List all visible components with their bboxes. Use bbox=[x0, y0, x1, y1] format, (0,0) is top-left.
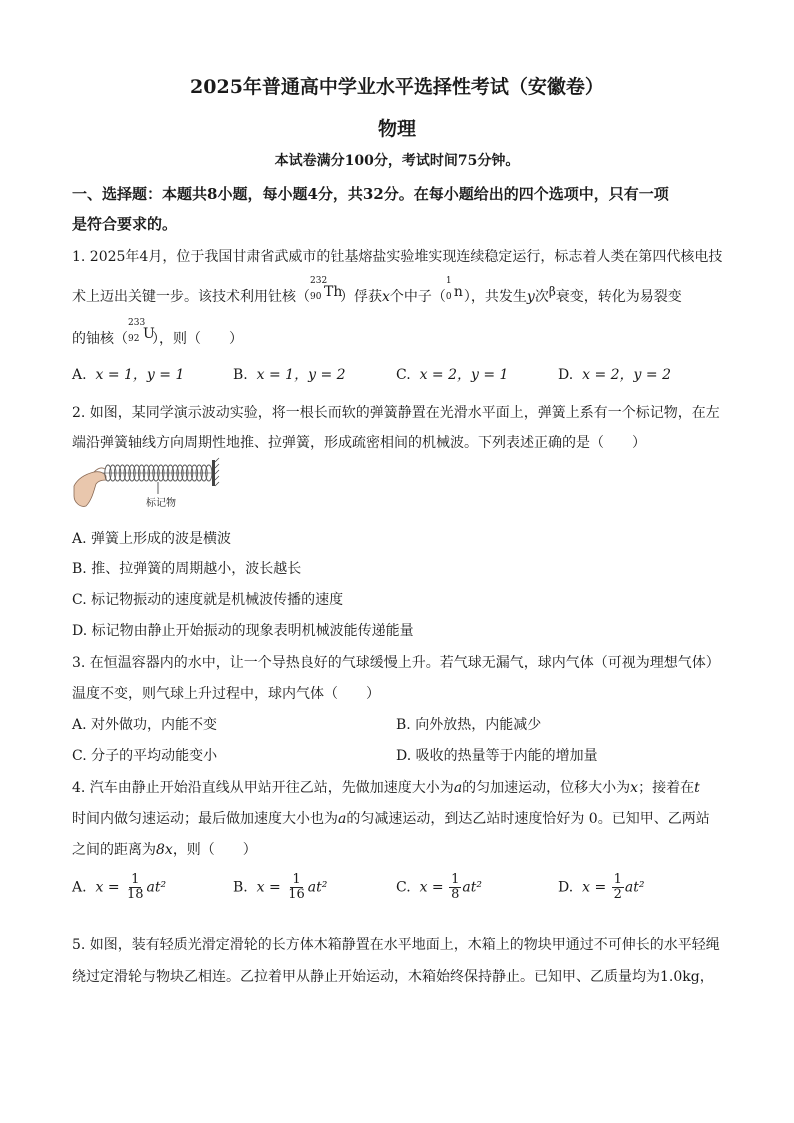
q2-line2: 端沿弹簧轴线方向周期性地推、拉弹簧，形成疏密相间的机械波。下列表述正确的是（ ） bbox=[72, 435, 646, 451]
q1-line1: 1. 2025年4月，位于我国甘肃省武威市的钍基熔盐实验堆实现连续稳定运行，标志着人类在第四代核电技 bbox=[72, 249, 723, 265]
marker-label: 标记物 bbox=[146, 498, 176, 509]
q4-line2: 时间内做匀速运动；最后做加速度大小也为a的匀减速运动，到达乙站时速度恰好为 0。已知甲、乙两站 bbox=[72, 811, 710, 827]
q4-line3: 之间的距离为8x，则（ ） bbox=[72, 842, 257, 858]
q5-line2: 绕过定滑轮与物块乙相连。乙拉着甲从静止开始运动，木箱始终保持静止。已知甲、乙质量均为1.0kg， bbox=[72, 969, 714, 985]
q4-option-d[interactable]: D. x = $\frac{1}{2}$ at² bbox=[558, 872, 645, 902]
spring-figure bbox=[72, 456, 222, 512]
q1-option-b[interactable]: B. x = 1，y = 2 bbox=[233, 367, 346, 383]
q2-option-d[interactable]: D. 标记物由静止开始振动的现象表明机械波能传递能量 bbox=[72, 623, 414, 639]
subject-title: 物理 bbox=[377, 118, 416, 140]
q3-option-d[interactable]: D. 吸收的热量等于内能的增加量 bbox=[396, 748, 598, 764]
q2-option-a[interactable]: A. 弹簧上形成的波是横波 bbox=[72, 531, 232, 547]
q3-option-a[interactable]: A. 对外做功，内能不变 bbox=[72, 717, 218, 733]
section-heading-line1: 一、选择题：本题共8小题，每小题4分，共32分。在每小题给出的四个选项中，只有一项 bbox=[72, 185, 669, 203]
q1-line2: 术上迈出关键一步。该技术利用钍核（ 232 90 Th ）俘获x个中子（ 1 0 n ），共发生y次$^\beta$衰变，转化为易裂变 bbox=[72, 276, 682, 305]
exam-note: 本试卷满分100分，考试时间75分钟。 bbox=[274, 153, 520, 169]
q1-option-c[interactable]: C. x = 2，y = 1 bbox=[396, 367, 509, 383]
hand-icon bbox=[74, 468, 106, 506]
q4-line1: 4. 汽车由静止开始沿直线从甲站开往乙站，先做加速度大小为a的匀加速运动，位移大小为x；接着在t bbox=[72, 780, 700, 796]
q1-line3: 的铀核（ 233 92 U ），则（ ） bbox=[72, 318, 243, 347]
q2-option-b[interactable]: B. 推、拉弹簧的周期越小，波长越长 bbox=[72, 561, 302, 577]
q1-option-a[interactable]: A. x = 1，y = 1 bbox=[72, 367, 185, 383]
exam-title: 2025年普通高中学业水平选择性考试（安徽卷） bbox=[190, 76, 604, 98]
wall bbox=[212, 460, 215, 486]
q3-line1: 3. 在恒温容器内的水中，让一个导热良好的气球缓慢上升。若气球无漏气，球内气体（可视为理想气体） bbox=[72, 655, 720, 671]
q4-option-b[interactable]: B. x = $\frac{1}{16}$ at² bbox=[233, 872, 328, 902]
thorium-nuclide: 232 90 Th bbox=[310, 276, 343, 302]
q3-option-b[interactable]: B. 向外放热，内能减少 bbox=[396, 717, 542, 733]
q4-option-a[interactable]: A. x = $\frac{1}{18}$ at² bbox=[72, 872, 167, 902]
q5-line1: 5. 如图，装有轻质光滑定滑轮的长方体木箱静置在水平地面上，木箱上的物块甲通过不可伸长的水平轻绳 bbox=[72, 937, 720, 953]
q3-line2: 温度不变，则气球上升过程中，球内气体（ ） bbox=[72, 686, 380, 702]
q2-option-c[interactable]: C. 标记物振动的速度就是机械波传播的速度 bbox=[72, 592, 344, 608]
neutron-nuclide: 1 0 n bbox=[445, 276, 463, 302]
section-heading-line2: 是符合要求的。 bbox=[72, 215, 178, 233]
q2-line1: 2. 如图，某同学演示波动实验，将一根长而软的弹簧静置在光滑水平面上，弹簧上系有一个标记物，在左 bbox=[72, 405, 720, 421]
q3-option-c[interactable]: C. 分子的平均动能变小 bbox=[72, 748, 218, 764]
q1-option-d[interactable]: D. x = 2，y = 2 bbox=[558, 367, 671, 383]
uranium-nuclide: 233 92 U bbox=[128, 318, 155, 344]
q4-option-c[interactable]: C. x = $\frac{1}{8}$ at² bbox=[396, 872, 482, 902]
